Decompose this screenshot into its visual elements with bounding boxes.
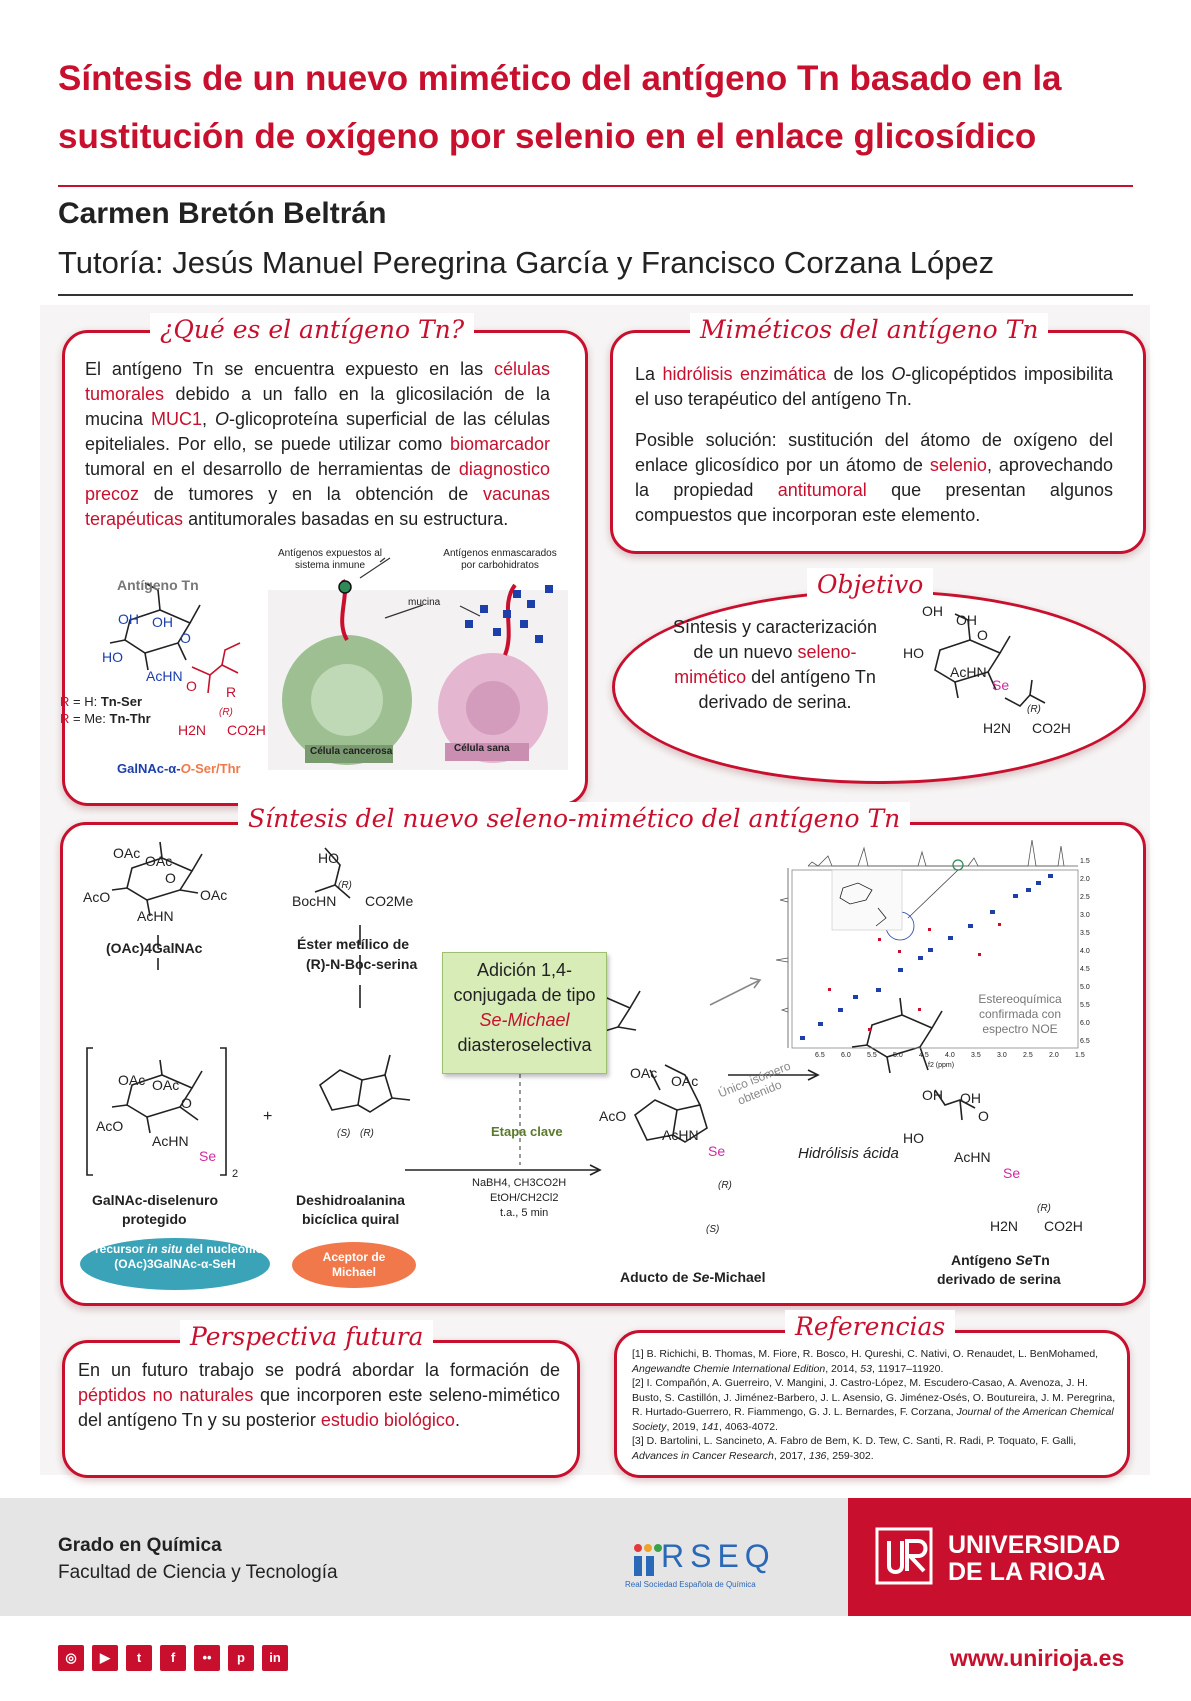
y-tick: 6.0 [1080,1020,1090,1027]
ester-label: Éster metílico de [297,936,410,952]
youtube-icon[interactable]: ▶ [92,1645,118,1671]
oac-label: OAc [200,887,228,903]
r-definition-ser: R = H: Tn-Ser [60,694,142,709]
twitter-icon[interactable]: t [126,1645,152,1671]
facebook-icon[interactable]: f [160,1645,186,1671]
cancer-cell-label: Célula cancerosa [310,746,393,757]
galnac-label: (OAc)4GalNAc [106,940,203,956]
selenium-label: Se [1003,1165,1021,1181]
acid-label: CO2H [227,722,266,738]
reference-2: [2] I. Compañón, A. Guerreiro, V. Mangini, J. Castro-López, M. Escudero-Casao, A. Avenoza, J. H. Busto, S. Castillón, J. Jiménez-Barbero, J. L. Asensio, G. Jiménez-Osés, O. Boutureira, J. M. Peregrina, R. Hurtado-Guerrero, R. Fiammengo, G. J. L. Bernardes, F. Corzana, Journal of the American Chemical Society, 2019, 141, 4063-4072. [632,1377,1116,1433]
que-es-text: El antígeno Tn se encuentra expuesto en las células tumorales debido a un fallo en la glicosilación de la mucina MUC1, O-glicoproteína superficial de las células epiteliales. Por ello, se puede utilizar como biomarcador tumoral en el desarrollo de herramientas de diagnostico precoz de tumores y en la obtención de vacunas terapéuticas antitumorales basadas en su estructura. [85,359,550,529]
co2me-label: CO2Me [365,893,414,909]
faculty-label: Facultad de Ciencia y Tecnología [58,1562,338,1583]
diselenide-label: protegido [122,1211,187,1227]
ester-label: (R)-N-Boc-serina [306,956,418,972]
oac-label: OAc [113,845,141,861]
perspectiva-text: En un futuro trabajo se podrá abordar la formación de péptidos no naturales que incorporen este seleno-mimético del antígeno Tn y su posterior estudio biológico. [78,1360,561,1430]
noe-caption: Estereoquímica confirmada con espectro NOE [978,992,1062,1036]
stereo-label: (R) [338,880,352,891]
degree-label: Grado en Química [58,1535,222,1556]
condition-line: t.a., 5 min [500,1207,549,1219]
key-step-label: Etapa clave [491,1124,563,1139]
y-tick: 2.5 [1080,894,1090,901]
setn-label: derivado de serina [937,1271,1061,1287]
rseq-logo [625,1532,815,1594]
oac-label: OAc [145,853,173,869]
amine-label: H2N [990,1218,1019,1234]
achn-label: AcHN [954,1149,991,1165]
oac-label: OAc [152,1077,180,1093]
section-title-mimeticos: Miméticos del antígeno Tn [690,313,1048,347]
r-group-label: R [226,684,237,700]
section-title-perspectiva: Perspectiva futura [180,1320,433,1354]
achn-label: AcHN [662,1127,699,1143]
y-tick: 3.5 [1080,930,1090,937]
dimer-subscript: 2 [232,1168,239,1180]
tutoring: Tutoría: Jesús Manuel Peregrina García y Francisco Corzana López [58,245,995,280]
y-tick: 5.5 [1080,1002,1090,1009]
setn-label: Antígeno SeTn [951,1252,1050,1268]
adduct-label: Aducto de Se-Michael [620,1269,766,1285]
rseq-subtitle: Real Sociedad Española de Química [625,1580,756,1589]
x-tick: 4.5 [919,1052,929,1059]
oh-label: OH [922,603,943,619]
oac-label: OAc [671,1073,699,1089]
healthy-cell-label: Célula sana [454,743,510,754]
instagram-icon[interactable]: ◎ [58,1645,84,1671]
aco-label: AcO [599,1108,627,1124]
ho-label: HO [102,649,123,665]
ring-oxygen-label: O [165,870,176,886]
unique-isomer-label: Único isómero obtenido [716,1058,793,1108]
oh-label: OH [956,612,977,628]
y-tick: 6.5 [1080,1038,1090,1045]
stereo-label: (S) [337,1128,351,1139]
oac-label: OAc [630,1065,658,1081]
achn-label: AcHN [137,908,174,924]
university-brand-block [848,1498,1191,1616]
y-tick: 4.0 [1080,948,1090,955]
x-tick: 1.5 [1075,1052,1085,1059]
header-divider [58,294,1133,296]
section-title-sintesis: Síntesis del nuevo seleno-mimético del antígeno Tn [238,802,910,836]
key-step-note: Adición 1,4-conjugada de tipo Se-Michael diasteroselectiva [442,952,607,1074]
stereo-label: (R) [360,1128,374,1139]
oh-label: OH [118,611,139,627]
y-tick: 3.0 [1080,912,1090,919]
section-title-que-es: ¿Qué es el antígeno Tn? [150,313,474,347]
r-definition-thr: R = Me: Tn-Thr [60,711,151,726]
section-title-referencias: Referencias [785,1310,955,1344]
website-link[interactable]: www.unirioja.es [950,1645,1125,1671]
author-name: Carmen Bretón Beltrán [58,197,387,230]
amine-label: H2N [178,722,207,738]
mimeticos-p1: La hidrólisis enzimática de los O-glicopéptidos imposibilita el uso terapéutico del antígeno Tn. [635,364,1113,409]
y-tick: 2.0 [1080,876,1090,883]
poster-title [58,50,1138,166]
diselenide-label: GalNAc-diselenuro [92,1192,219,1208]
section-title-objetivo: Objetivo [807,568,933,602]
stereo-label: (S) [706,1224,720,1235]
objetivo-text: Síntesis y caracterización de un nuevo seleno-mimético del antígeno Tn derivado de serina. [672,617,878,712]
oh-label: OH [152,614,173,630]
x-tick: 4.0 [945,1052,955,1059]
x-tick: 5.0 [893,1052,903,1059]
ppm-axis-label: f2 (ppm) [928,1062,955,1069]
aco-label: AcO [96,1118,124,1134]
achn-label: AcHN [152,1133,189,1149]
mucina-label: mucina [408,597,441,608]
x-tick: 5.5 [867,1052,877,1059]
acid-label: CO2H [1044,1218,1083,1234]
pinterest-icon[interactable]: p [228,1645,254,1671]
reference-3: [3] D. Bartolini, L. Sancineto, A. Fabro de Bem, K. D. Tew, C. Santi, R. Radi, P. Toquato, F. Galli, Advances in Cancer Research, 2017, 136, 259-302. [632,1435,1077,1462]
stereo-label: (R) [1037,1203,1051,1214]
title-line-1: Síntesis de un nuevo mimético del antígeno Tn basado en la [58,59,1062,98]
masked-antigens-label: Antígenos enmascarados por carbohidratos [443,548,557,571]
exposed-antigens-label: Antígenos expuestos al sistema inmune [278,548,382,571]
aceptor-badge: Aceptor de Michael [292,1242,416,1288]
stereo-label: (R) [1027,704,1041,715]
reference-1: [1] B. Richichi, B. Thomas, M. Fiore, R. Bosco, H. Qureshi, C. Nativi, O. Renaudet, L. BenMohamed, Angewandte Chemie International Edition, 2014, 53, 11917–11920. [632,1348,1099,1375]
ho-label: HO [903,645,924,661]
mimeticos-p2: Posible solución: sustitución del átomo de oxígeno del enlace glicosídico por un átomo de selenio, aprovechando la propiedad antitumoral que presentan algunos compuestos que incorporan este elemento. [635,430,1113,525]
achn-label: AcHN [950,664,987,680]
stereo-label: (R) [219,707,233,718]
condition-line: NaBH4, CH3CO2H [472,1177,567,1189]
ring-oxygen-label: O [977,627,988,643]
y-tick: 4.5 [1080,966,1090,973]
selenium-label: Se [708,1143,726,1159]
aco-label: AcO [83,889,111,905]
hydrolysis-label: Hidrólisis ácida [798,1145,899,1162]
x-tick: 6.5 [815,1052,825,1059]
y-tick: 5.0 [1080,984,1090,991]
x-tick: 6.0 [841,1052,851,1059]
oh-label: OH [922,1087,943,1103]
x-tick: 3.5 [971,1052,981,1059]
rseq-wordmark: RSEQ [661,1538,776,1574]
glycosidic-oxygen-label: O [186,678,197,694]
stereo-label: (R) [718,1180,732,1191]
dehydroalanine-label: Deshidroalanina [296,1192,405,1208]
title-line-2: sustitución de oxígeno por selenio en el enlace glicosídico [58,117,1037,156]
precursor-badge: Precursor in situ del nucleófilo (OAc)3GalNAc-α-SeH [80,1238,270,1290]
ppm-x-ticks [815,1052,1085,1062]
antigen-tn-label: Antígeno Tn [117,577,199,593]
amine-label: H2N [983,720,1012,736]
ring-oxygen-label: O [978,1108,989,1124]
flickr-icon[interactable]: •• [194,1645,220,1671]
bochn-label: BocHN [292,893,337,909]
achn-label: AcHN [146,668,183,684]
ring-oxygen-label: O [180,630,191,646]
x-tick: 2.0 [1049,1052,1059,1059]
oac-label: OAc [118,1072,146,1088]
selenium-label: Se [992,677,1010,693]
ring-oxygen-label: O [181,1095,192,1111]
oh-label: OH [960,1090,981,1106]
linkedin-icon[interactable]: in [262,1645,288,1671]
acid-label: CO2H [1032,720,1071,736]
university-name: UNIVERSIDAD DE LA RIOJA [948,1531,1121,1586]
dehydroalanine-label: bicíclica quiral [302,1211,400,1227]
y-tick: 1.5 [1080,858,1090,865]
condition-line: EtOH/CH2Cl2 [490,1192,559,1204]
ho-label: HO [318,850,339,866]
selenium-label: Se [199,1148,217,1164]
x-tick: 2.5 [1023,1052,1033,1059]
x-tick: 3.0 [997,1052,1007,1059]
cell-illustration [265,550,575,775]
ppm-y-ticks [1080,858,1094,1048]
galnac-ser-thr-label: GalNAc-α-O-Ser/Thr [117,761,241,776]
plus-sign: + [263,1108,273,1125]
title-divider [58,185,1133,187]
unirioja-emblem-icon [874,1526,934,1586]
ho-label: HO [903,1130,924,1146]
references-list [632,1347,1118,1463]
